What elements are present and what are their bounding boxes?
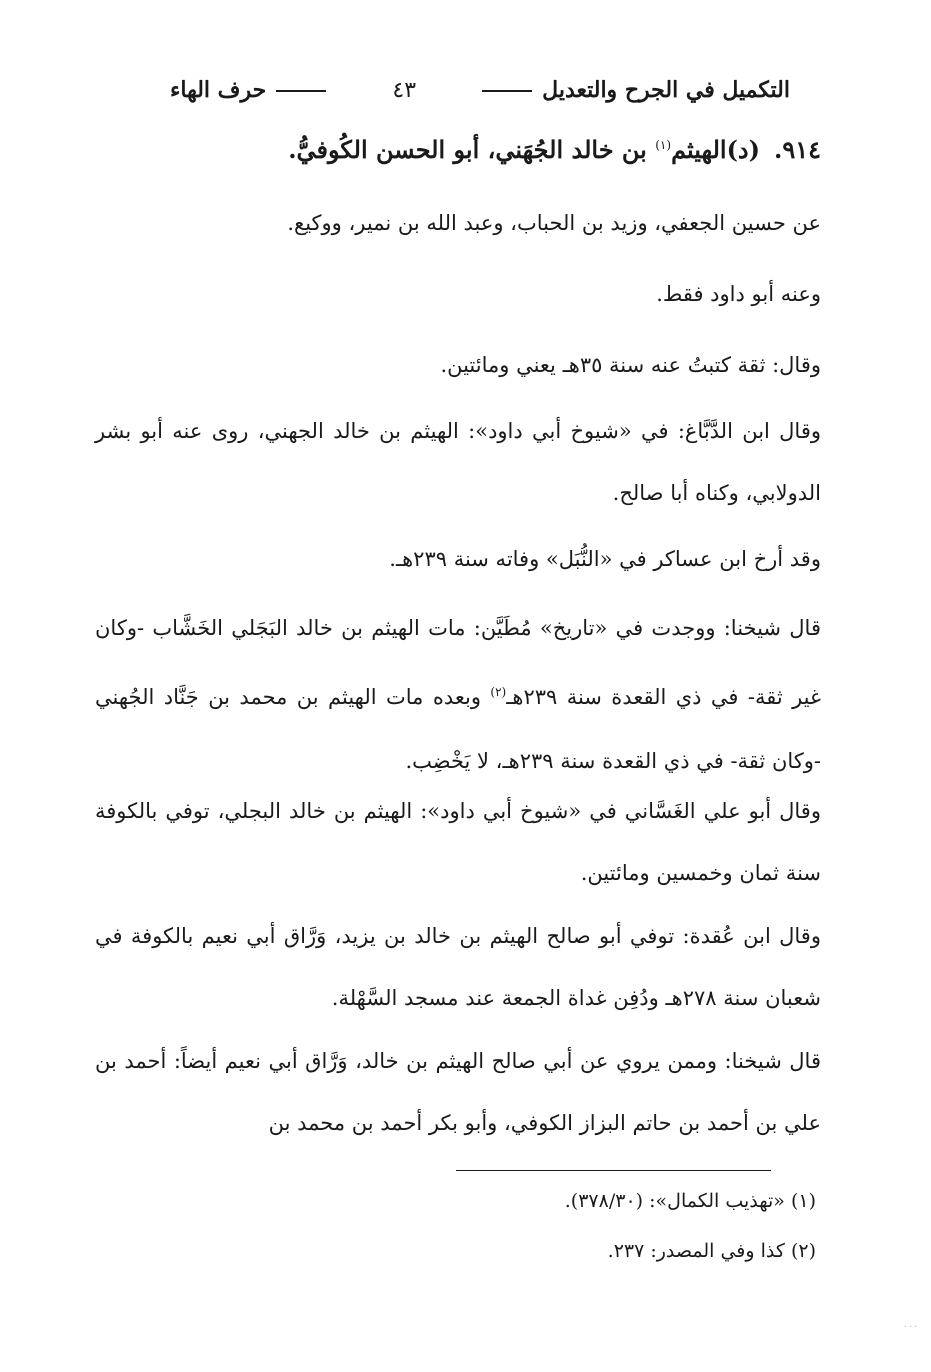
- entry-number: ٩١٤.: [773, 135, 821, 164]
- entry-heading: [110, 135, 821, 164]
- paragraph-6: [95, 596, 821, 793]
- paragraph-5: وقد أرخ ابن عساكر في «النُّبَل» وفاته سنة ٢٣٩هـ.: [389, 547, 821, 571]
- entry-name: (د)الهيثم: [671, 135, 760, 164]
- footnote-2: (٢) كذا وفي المصدر: ٢٣٧.: [607, 1240, 816, 1262]
- paragraph-7: وقال أبو علي الغَسَّاني في «شيوخ أبي داود»: الهيثم بن خالد البجلي، توفي بالكوفة سنة ثمان وخمسين ومائتين.: [95, 799, 821, 885]
- footnote-ref-1: (١): [655, 138, 672, 152]
- running-header: [170, 70, 790, 110]
- paragraph-6-text-b: وبعده مات الهيثم بن محمد بن جَنَّاد الجُهني -وكان ثقة- في ذي القعدة سنة ٢٣٩هـ، لا يَخْضِب.: [95, 685, 821, 773]
- paragraph-8: وقال ابن عُقدة: توفي أبو صالح الهيثم بن خالد بن يزيد، وَرَّاق أبي نعيم بالكوفة في شعبان سنة ٢٧٨هـ ودُفِن غداة الجمعة عند مسجد السَّهْلة.: [95, 924, 821, 1010]
- footnote-1: (١) «تهذيب الكمال»: (٣٧٨/٣٠).: [564, 1190, 816, 1212]
- paragraph-3: وقال: ثقة كتبتُ عنه سنة ٣٥هـ يعني ومائتين.: [440, 353, 821, 377]
- page-number: ٤٣: [392, 77, 417, 103]
- paragraph-4: وقال ابن الدَّبَّاغ: في «شيوخ أبي داود»: الهيثم بن خالد الجهني، روى عنه أبو بشر الدولابي، وكناه أبا صالح.: [95, 419, 821, 505]
- footnote-separator: [456, 1170, 771, 1171]
- paragraph-1: عن حسين الجعفي، وزيد بن الحباب، وعبد الله بن نمير، ووكيع.: [287, 211, 821, 235]
- header-dash: [482, 90, 532, 92]
- header-dash: [276, 90, 326, 92]
- scan-mark: ...: [903, 1319, 919, 1330]
- paragraph-2: وعنه أبو داود فقط.: [656, 282, 821, 306]
- entry-name-rest: بن خالد الجُهَني، أبو الحسن الكُوفيُّ.: [288, 135, 647, 164]
- header-chapter-title: حرف الهاء: [170, 77, 336, 103]
- header-book-title: التكميل في الجرح والتعديل: [472, 77, 790, 103]
- paragraph-9: قال شيخنا: وممن يروي عن أبي صالح الهيثم بن خالد، وَرَّاق أبي نعيم أيضاً: أحمد بن علي بن أحمد بن حاتم البزاز الكوفي، وأبو بكر أحمد بن محمد بن: [95, 1049, 821, 1135]
- paragraph-6-text-a: قال شيخنا: ووجدت في «تاريخ» مُطَيَّن: مات الهيثم بن خالد البَجَلي الخَشَّاب -وكان غير ثقة- في ذي القعدة سنة ٢٣٩هـ: [95, 616, 821, 709]
- footnote-ref-2: (٢): [490, 685, 507, 699]
